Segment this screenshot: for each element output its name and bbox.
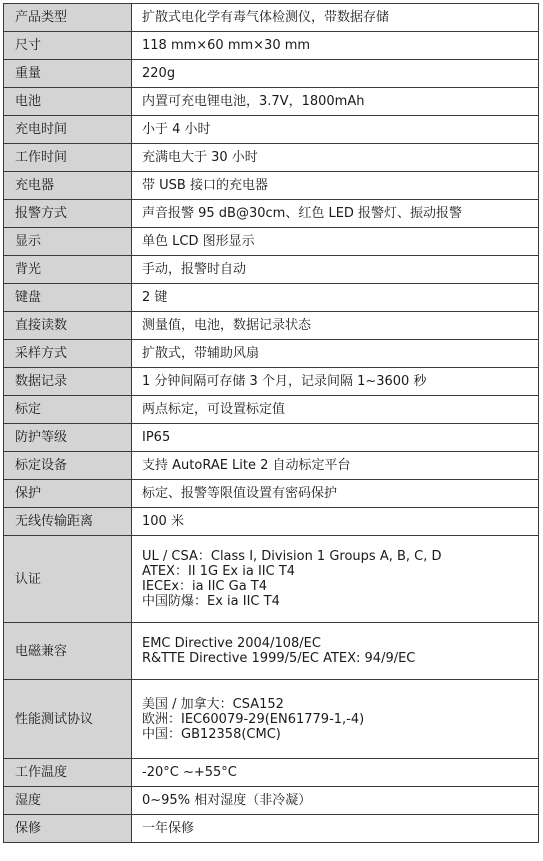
spec-row [4,200,539,228]
spec-row [4,815,539,843]
spec-value-line: 中国防爆：Ex ia IIC T4 [142,594,280,609]
spec-value [132,759,539,787]
spec-label: 充电器 [4,172,132,200]
spec-label: 电池 [4,88,132,116]
spec-label: 电磁兼容 [4,623,132,680]
spec-label: 标定设备 [4,452,132,480]
spec-value [132,623,539,680]
spec-row [4,396,539,424]
spec-row [4,452,539,480]
spec-value [132,4,539,32]
spec-label: 认证 [4,536,132,623]
spec-value [132,787,539,815]
spec-value-line: 欧洲：IEC60079-29(EN61779-1,-4) [142,711,365,727]
spec-value-line: 中国：GB12358(CMC) [142,726,281,742]
spec-value-line: 美国 / 加拿大：CSA152 [142,696,284,712]
spec-label: 防护等级 [4,424,132,452]
spec-value [132,680,539,759]
spec-label: 数据记录 [4,368,132,396]
spec-row [4,60,539,88]
spec-row [4,312,539,340]
spec-value-line: 声音报警 95 dB@30cm、红色 LED 报警灯、振动报警 [142,206,463,221]
spec-label: 保护 [4,480,132,508]
spec-value-line: UL / CSA：Class I, Division 1 Groups A, B, C, D [142,549,442,564]
spec-value-line: 带 USB 接口的充电器 [142,178,268,193]
spec-value-line: 支持 AutoRAE Lite 2 自动标定平台 [142,458,351,473]
spec-value-line: 充满电大于 30 小时 [142,150,258,165]
spec-value-line: R&TTE Directive 1999/5/EC ATEX: 94/9/EC [142,651,416,666]
spec-value-line: ATEX：II 1G Ex ia IIC T4 [142,564,296,579]
spec-value-line: 220g [142,66,176,81]
spec-value-line: 0~95% 相对湿度（非冷凝） [142,793,312,808]
spec-row [4,228,539,256]
spec-row [4,368,539,396]
spec-label: 显示 [4,228,132,256]
spec-label: 无线传输距离 [4,508,132,536]
spec-row [4,536,539,623]
spec-row [4,424,539,452]
spec-value [132,508,539,536]
spec-value-line: 扩散式，带辅助风扇 [142,346,260,361]
spec-value-line: IECEx：ia IIC Ga T4 [142,579,268,594]
spec-label: 产品类型 [4,4,132,32]
spec-row [4,172,539,200]
spec-row [4,4,539,32]
spec-row [4,508,539,536]
spec-row [4,480,539,508]
spec-table [3,3,539,843]
spec-value [132,284,539,312]
spec-value-line: 手动，报警时自动 [142,262,247,277]
spec-value-line: -20°C ~+55°C [142,765,237,780]
spec-value-line: 扩散式电化学有毒气体检测仪，带数据存储 [142,10,390,25]
spec-value [132,312,539,340]
spec-value [132,144,539,172]
spec-value [132,200,539,228]
spec-value-line: 1 分钟间隔可存储 3 个月，记录间隔 1~3600 秒 [142,374,427,389]
spec-value [132,815,539,843]
spec-label: 保修 [4,815,132,843]
spec-label: 尺寸 [4,32,132,60]
spec-value-line: 一年保修 [142,821,195,836]
spec-row [4,680,539,759]
spec-value-line: 内置可充电锂电池，3.7V，1800mAh [142,94,365,109]
spec-value [132,116,539,144]
spec-value-line: EMC Directive 2004/108/EC [142,636,321,651]
spec-label: 报警方式 [4,200,132,228]
spec-value [132,60,539,88]
spec-label: 重量 [4,60,132,88]
spec-label: 工作时间 [4,144,132,172]
spec-row [4,88,539,116]
spec-value [132,228,539,256]
spec-table-body [4,4,539,843]
spec-value-line: 小于 4 小时 [142,122,211,137]
spec-value [132,32,539,60]
spec-label: 背光 [4,256,132,284]
spec-value [132,256,539,284]
spec-value [132,88,539,116]
spec-value-line: 118 mm×60 mm×30 mm [142,38,311,53]
spec-value [132,480,539,508]
spec-row [4,116,539,144]
spec-value-line: 标定、报警等限值设置有密码保护 [142,486,338,501]
spec-value [132,368,539,396]
spec-row [4,256,539,284]
spec-value [132,172,539,200]
spec-row [4,144,539,172]
spec-label: 标定 [4,396,132,424]
spec-row [4,623,539,680]
spec-label: 工作温度 [4,759,132,787]
spec-value-line: 2 键 [142,290,168,305]
spec-label: 直接读数 [4,312,132,340]
spec-value-line: 单色 LCD 图形显示 [142,234,255,249]
spec-label: 充电时间 [4,116,132,144]
spec-value [132,340,539,368]
spec-value-line: 测量值，电池，数据记录状态 [142,318,312,333]
spec-value-line: 100 米 [142,514,184,529]
spec-value-line: IP65 [142,430,171,445]
spec-label: 采样方式 [4,340,132,368]
spec-row [4,340,539,368]
spec-row [4,284,539,312]
spec-value [132,424,539,452]
spec-row [4,759,539,787]
spec-value [132,452,539,480]
spec-value-line: 两点标定，可设置标定值 [142,402,286,417]
spec-label: 湿度 [4,787,132,815]
spec-row [4,32,539,60]
spec-label: 性能测试协议 [4,680,132,759]
spec-value [132,536,539,623]
spec-label: 键盘 [4,284,132,312]
spec-row [4,787,539,815]
spec-value [132,396,539,424]
